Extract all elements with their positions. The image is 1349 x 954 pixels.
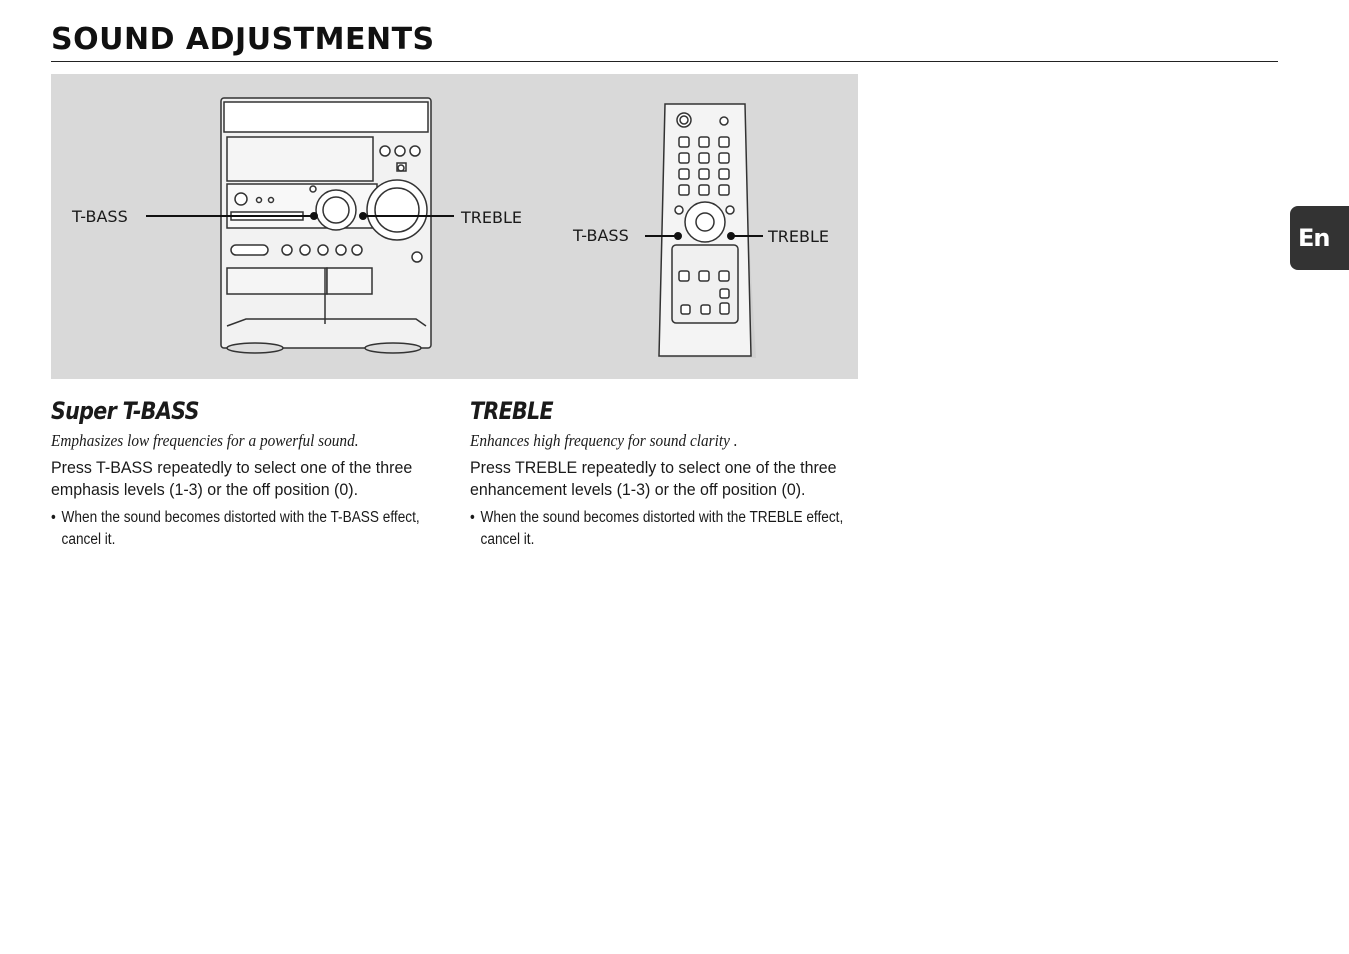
stereo-treble-callout: TREBLE [461,208,522,227]
section-note [470,507,862,551]
note-text: When the sound becomes distorted with the T-BASS effect, cancel it. [61,509,420,548]
bullet-marker: • [470,509,475,526]
stereo-tbass-callout: T-BASS [72,207,128,226]
remote-tbass-callout: T-BASS [573,226,629,245]
title-divider [51,61,1278,62]
section-note [51,507,443,551]
super-tbass-section [51,395,441,551]
note-text: When the sound becomes distorted with the TREBLE effect, cancel it. [480,509,844,548]
section-body: Press T-BASS repeatedly to select one of the three emphasis levels (1-3) or the off position (0). [51,458,413,499]
remote-treble-callout: TREBLE [768,227,829,246]
illustration-panel [51,74,858,379]
section-heading: Super T-BASS [51,397,199,425]
section-heading: TREBLE [470,397,553,425]
stereo-unit-illustration [221,98,431,353]
bullet-marker: • [51,509,56,526]
treble-section [470,395,860,551]
remote-control-illustration [659,104,756,358]
section-lead: Enhances high frequency for sound clarity . [470,431,738,450]
section-body: Press TREBLE repeatedly to select one of the three enhancement levels (1-3) or the off position (0). [470,458,837,499]
language-tab: En [1290,206,1349,270]
page-title: SOUND ADJUSTMENTS [51,22,435,57]
section-lead: Emphasizes low frequencies for a powerful sound. [51,431,359,450]
illustration-drawing [51,74,858,379]
